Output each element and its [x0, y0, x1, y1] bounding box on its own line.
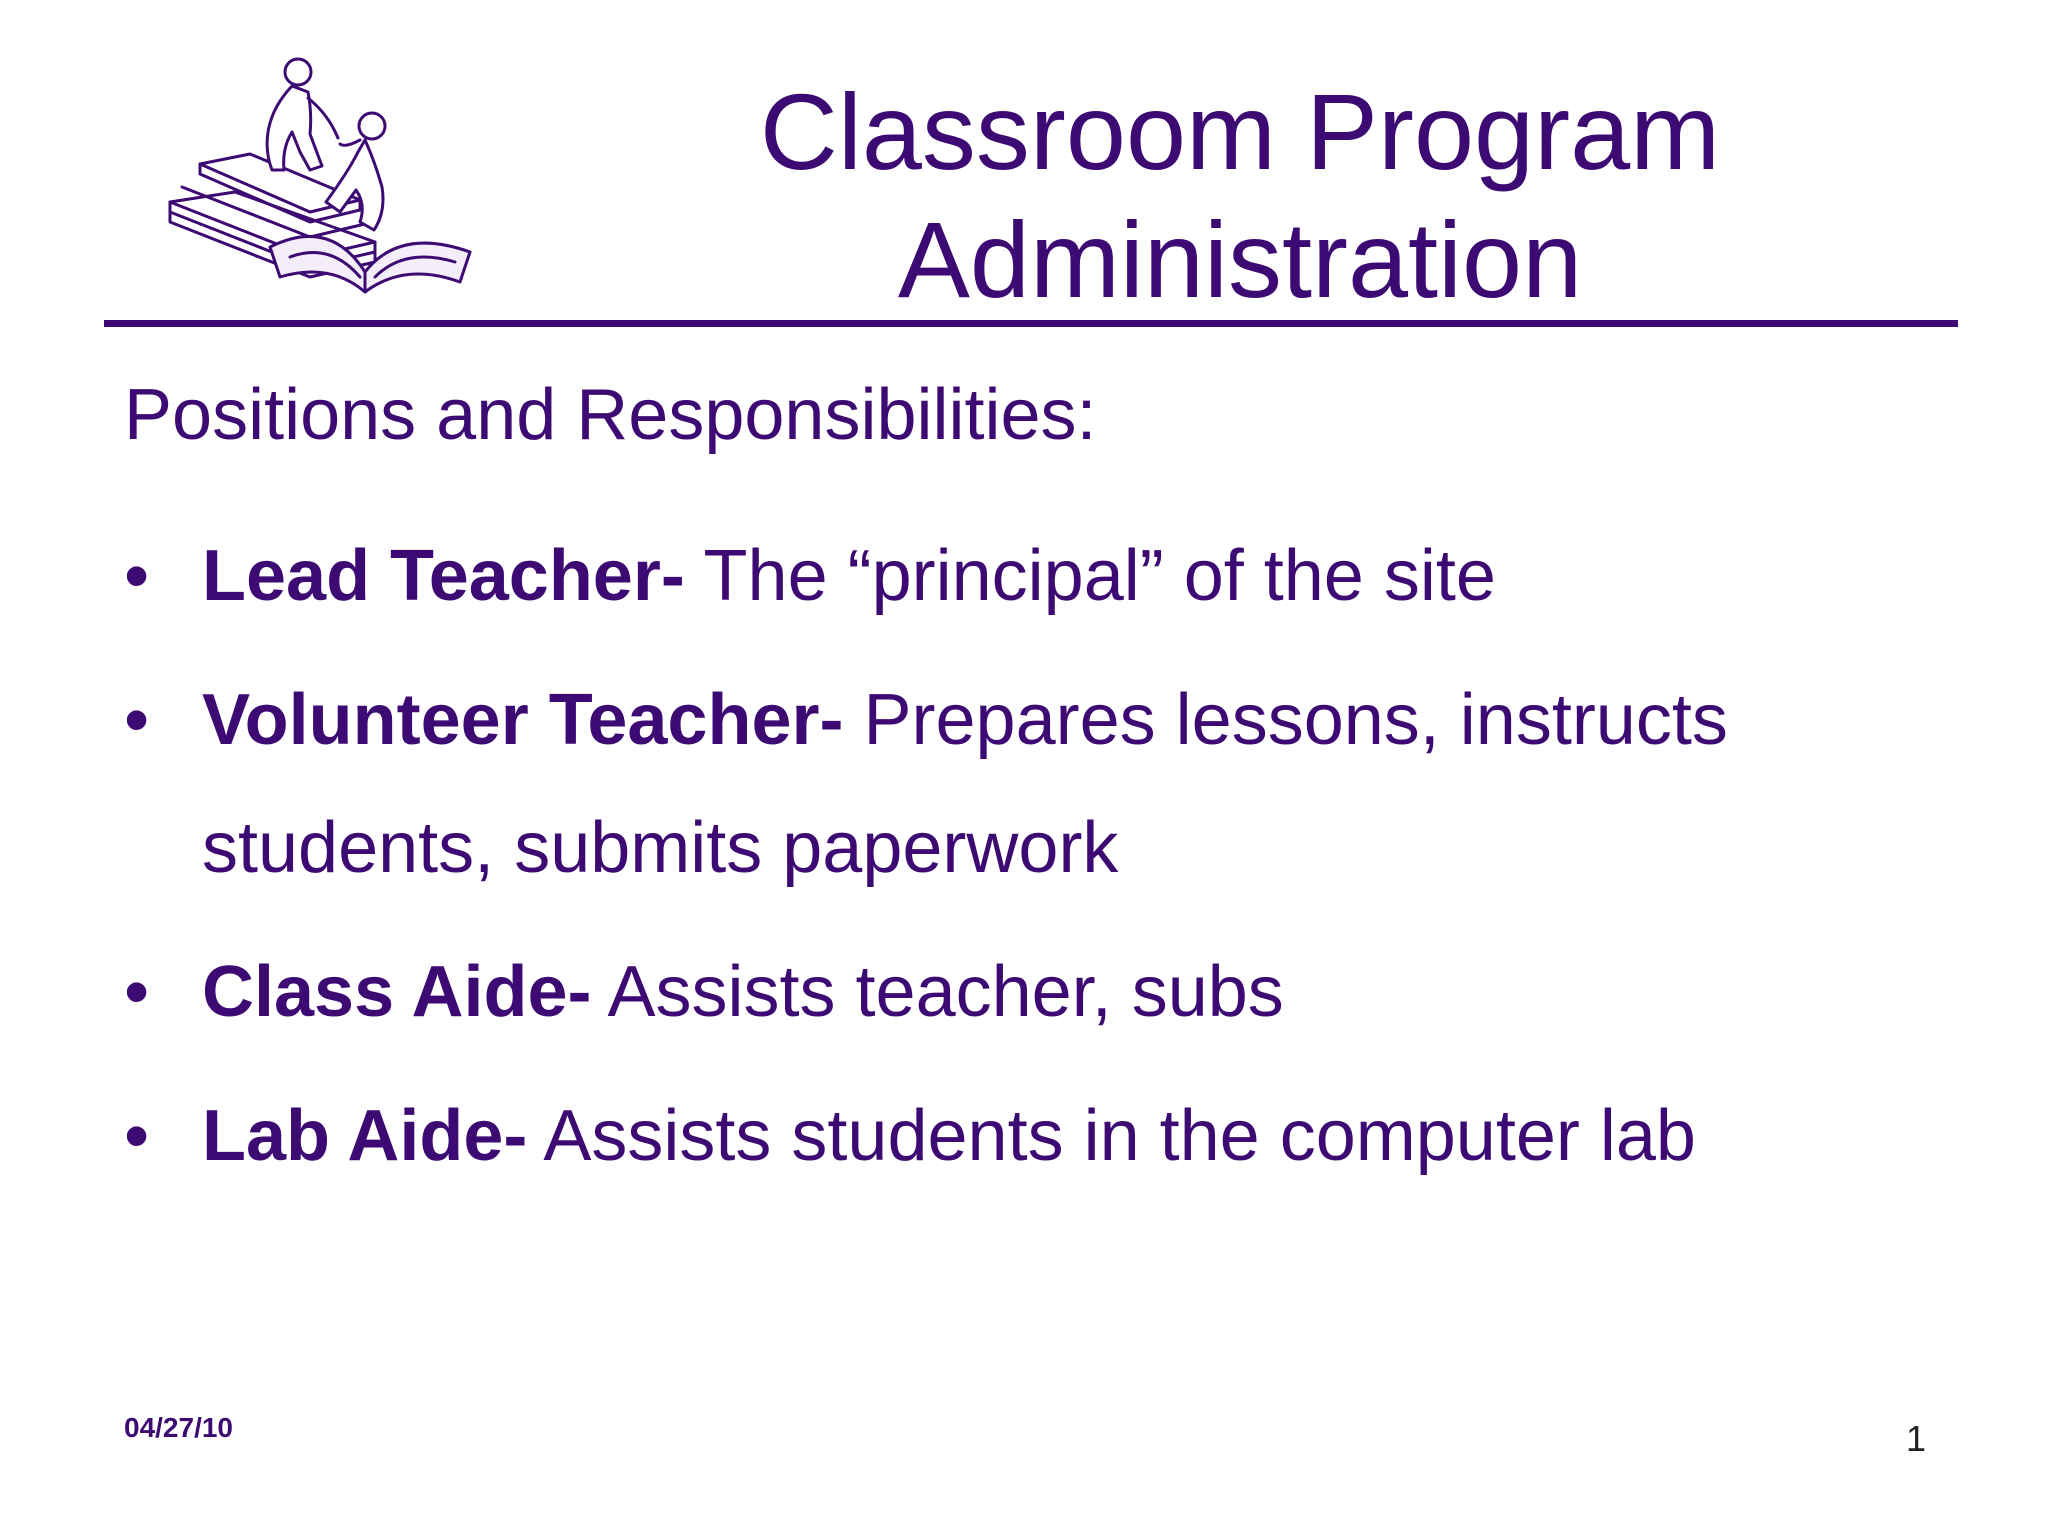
- footer-date: 04/27/10: [124, 1412, 233, 1443]
- title-line-2: Administration: [897, 199, 1583, 320]
- role-term: Class Aide-: [202, 952, 592, 1032]
- figures-helping-on-books-icon: [160, 52, 480, 312]
- title-divider: [104, 320, 1958, 327]
- role-term: Lead Teacher-: [202, 536, 685, 616]
- title-line-1: Classroom Program: [759, 71, 1721, 192]
- bullet-icon: •: [124, 680, 150, 760]
- section-heading: Positions and Responsibilities:: [124, 375, 1097, 455]
- list-item: [124, 512, 1984, 640]
- bullet-icon: •: [124, 952, 150, 1032]
- bullet-list: [124, 512, 1984, 1216]
- list-item: [124, 656, 1984, 912]
- slide-title: [640, 68, 1840, 324]
- role-description: Assists students in the computer lab: [527, 1096, 1696, 1176]
- list-item: [124, 928, 1984, 1056]
- role-term: Volunteer Teacher-: [202, 680, 844, 760]
- page-number: 1: [1905, 1418, 1926, 1459]
- list-item: [124, 1072, 1984, 1200]
- role-description: Prepares lessons, instructs students, submits paperwork: [202, 680, 1728, 888]
- bullet-icon: •: [124, 536, 150, 616]
- role-description: The “principal” of the site: [684, 536, 1496, 616]
- role-term: Lab Aide-: [202, 1096, 528, 1176]
- role-description: Assists teacher, subs: [591, 952, 1284, 1032]
- bullet-icon: •: [124, 1096, 150, 1176]
